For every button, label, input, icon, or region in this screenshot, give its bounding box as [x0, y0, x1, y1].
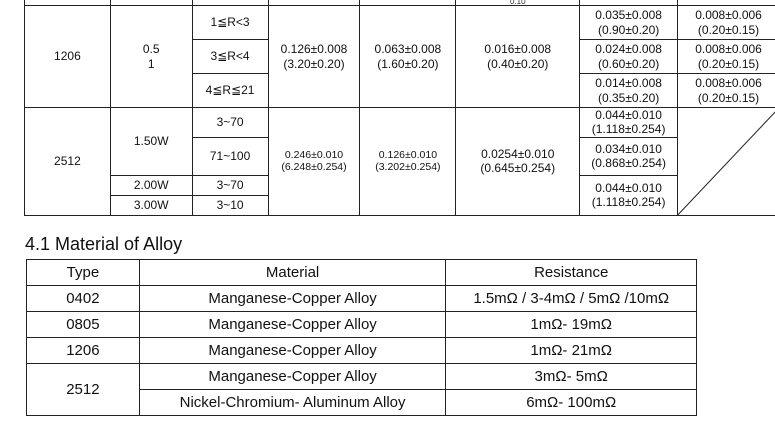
power-2512-2: 2.00W [110, 175, 192, 195]
resistance-cell: 1mΩ- 21mΩ [446, 338, 697, 364]
table-row [27, 338, 697, 364]
b-cell: 0.024±0.008 (0.60±0.20) [580, 40, 678, 74]
cut-off-cell: 0.10 [456, 0, 580, 6]
resistance-cell: 1mΩ- 19mΩ [446, 312, 697, 338]
header-type: Type [27, 260, 140, 286]
material-cell: Manganese-Copper Alloy [139, 364, 446, 390]
c-cell: 0.008±0.006 (0.20±0.15) [678, 6, 775, 40]
material-cell: Nickel-Chromium- Aluminum Alloy [139, 390, 446, 416]
type-cell: 1206 [27, 338, 140, 364]
power-2512-1: 1.50W [110, 108, 192, 176]
type-cell: 0402 [27, 286, 140, 312]
type-cell: 2512 [27, 364, 140, 416]
table-row [27, 286, 697, 312]
size-2512: 2512 [25, 108, 111, 216]
c-cell: 0.008±0.006 (0.20±0.15) [678, 74, 775, 108]
b-cell: 0.035±0.008 (0.90±0.20) [580, 6, 678, 40]
b-cell: 0.044±0.010 (1.118±0.254) [580, 175, 678, 215]
type-cell: 0805 [27, 312, 140, 338]
range-cell: 1≦R<3 [192, 6, 268, 40]
resistance-cell: 3mΩ- 5mΩ [446, 364, 697, 390]
dimension-table [24, 0, 775, 216]
table-row [27, 364, 697, 390]
range-cell: 3~10 [192, 195, 268, 215]
length-2512: 0.246±0.010 (6.248±0.254) [268, 108, 360, 216]
range-cell: 3~70 [192, 108, 268, 138]
diagonal-line [678, 108, 775, 215]
c-cell: 0.008±0.006 (0.20±0.15) [678, 40, 775, 74]
power-2512-3: 3.00W [110, 195, 192, 215]
material-cell: Manganese-Copper Alloy [139, 338, 446, 364]
table-row [25, 6, 775, 40]
a-2512: 0.0254±0.010 (0.645±0.254) [456, 108, 580, 216]
table-header-row [27, 260, 697, 286]
length-1206: 0.126±0.008 (3.20±0.20) [268, 6, 360, 108]
resistance-cell: 1.5mΩ / 3-4mΩ / 5mΩ /10mΩ [446, 286, 697, 312]
section-title: 4.1 Material of Alloy [25, 234, 183, 254]
c-2512-empty [678, 108, 775, 216]
b-cell: 0.044±0.010 (1.118±0.254) [580, 108, 678, 138]
size-1206: 1206 [25, 6, 111, 108]
alloy-table [26, 259, 697, 416]
b-cell: 0.034±0.010 (0.868±0.254) [580, 137, 678, 175]
table-row [27, 312, 697, 338]
power-1206: 0.5 1 [110, 6, 192, 108]
width-1206: 0.063±0.008 (1.60±0.20) [360, 6, 456, 108]
b-cell: 0.014±0.008 (0.35±0.20) [580, 74, 678, 108]
header-resistance: Resistance [446, 260, 697, 286]
width-2512: 0.126±0.010 (3.202±0.254) [360, 108, 456, 216]
table-row [25, 108, 775, 138]
range-cell: 4≦R≦21 [192, 74, 268, 108]
range-cell: 71~100 [192, 137, 268, 175]
header-material: Material [139, 260, 446, 286]
a-1206: 0.016±0.008 (0.40±0.20) [456, 6, 580, 108]
range-cell: 3≦R<4 [192, 40, 268, 74]
resistance-cell: 6mΩ- 100mΩ [446, 390, 697, 416]
range-cell: 3~70 [192, 175, 268, 195]
material-cell: Manganese-Copper Alloy [139, 286, 446, 312]
material-cell: Manganese-Copper Alloy [139, 312, 446, 338]
